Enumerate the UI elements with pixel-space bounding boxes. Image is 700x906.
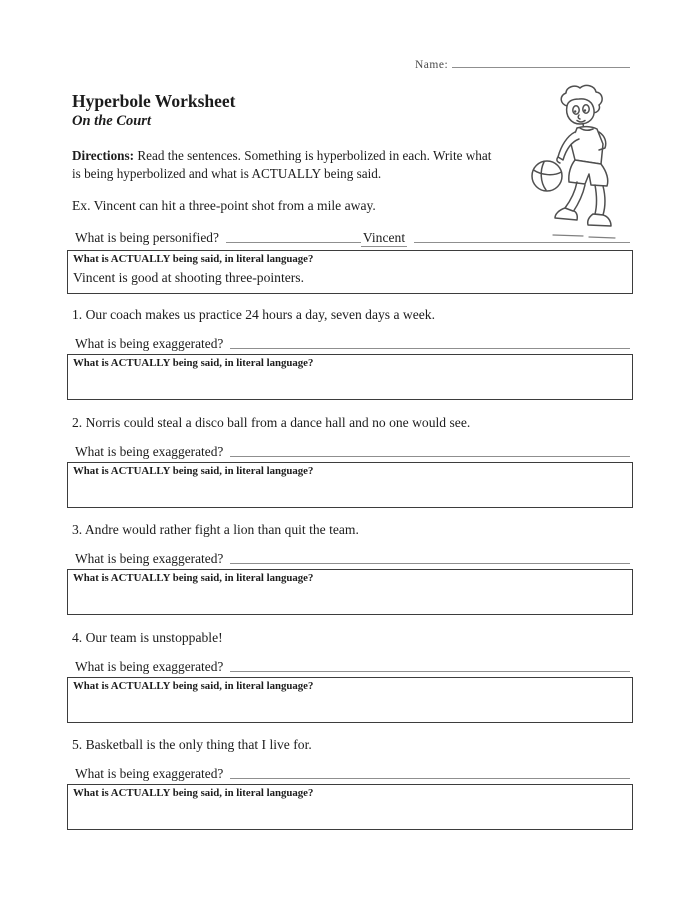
question-prompt-row <box>75 765 630 782</box>
exaggerated-prompt-label: What is being exaggerated? <box>75 551 224 566</box>
answer-box-header: What is ACTUALLY being said, in literal language? <box>73 680 314 692</box>
example-blank-line-left <box>226 242 361 243</box>
example-sentence: Ex. Vincent can hit a three-point shot from a mile away. <box>72 198 376 213</box>
question-sentence: 1. Our coach makes us practice 24 hours a day, seven days a week. <box>72 307 435 322</box>
directions-label: Directions: <box>72 148 135 163</box>
answer-blank-line <box>230 778 630 779</box>
answer-box-header: What is ACTUALLY being said, in literal language? <box>73 572 314 584</box>
answer-blank-line <box>230 348 630 349</box>
example-box-header: What is ACTUALLY being said, in literal language? <box>73 253 314 265</box>
answer-blank-line <box>230 563 630 564</box>
example-box-answer: Vincent is good at shooting three-pointers. <box>73 270 304 285</box>
question-block-3 <box>0 522 700 615</box>
question-prompt-row <box>75 658 630 675</box>
page-subtitle: On the Court <box>72 113 151 129</box>
name-blank-line <box>452 58 630 68</box>
question-block-5 <box>0 737 700 830</box>
question-prompt-row <box>75 550 630 567</box>
example-answer-on-line: Vincent <box>362 230 406 245</box>
question-sentence: 5. Basketball is the only thing that I live for. <box>72 737 312 752</box>
answer-box <box>67 462 633 508</box>
answer-box <box>67 784 633 830</box>
example-answer-box <box>67 250 633 294</box>
exaggerated-prompt-label: What is being exaggerated? <box>75 766 224 781</box>
exaggerated-prompt-label: What is being exaggerated? <box>75 659 224 674</box>
exaggerated-prompt-label: What is being exaggerated? <box>75 444 224 459</box>
question-block-2 <box>0 415 700 508</box>
answer-box-header: What is ACTUALLY being said, in literal language? <box>73 357 314 369</box>
page-title: Hyperbole Worksheet <box>72 91 236 111</box>
answer-blank-line <box>230 671 630 672</box>
answer-box <box>67 569 633 615</box>
answer-box-header: What is ACTUALLY being said, in literal language? <box>73 787 314 799</box>
name-label: Name: <box>415 59 449 71</box>
question-sentence: 3. Andre would rather fight a lion than quit the team. <box>72 522 359 537</box>
question-block-1 <box>0 307 700 400</box>
directions <box>72 147 496 183</box>
example-prompt-label: What is being personified? <box>75 230 219 245</box>
example-block <box>0 198 700 294</box>
directions-text: Read the sentences. Something is hyperbolized in each. Write what is being hyperbolized and what is ACTUALLY being said. <box>72 148 492 181</box>
question-sentence: 4. Our team is unstoppable! <box>72 630 223 645</box>
answer-box-header: What is ACTUALLY being said, in literal language? <box>73 465 314 477</box>
answer-box <box>67 354 633 400</box>
name-field-row <box>415 58 630 71</box>
example-prompt-row <box>75 229 630 246</box>
question-prompt-row <box>75 443 630 460</box>
example-blank-line-right <box>414 242 630 243</box>
answer-blank-line <box>230 456 630 457</box>
answer-box <box>67 677 633 723</box>
question-prompt-row <box>75 335 630 352</box>
question-block-4 <box>0 630 700 723</box>
question-sentence: 2. Norris could steal a disco ball from a dance hall and no one would see. <box>72 415 471 430</box>
exaggerated-prompt-label: What is being exaggerated? <box>75 336 224 351</box>
